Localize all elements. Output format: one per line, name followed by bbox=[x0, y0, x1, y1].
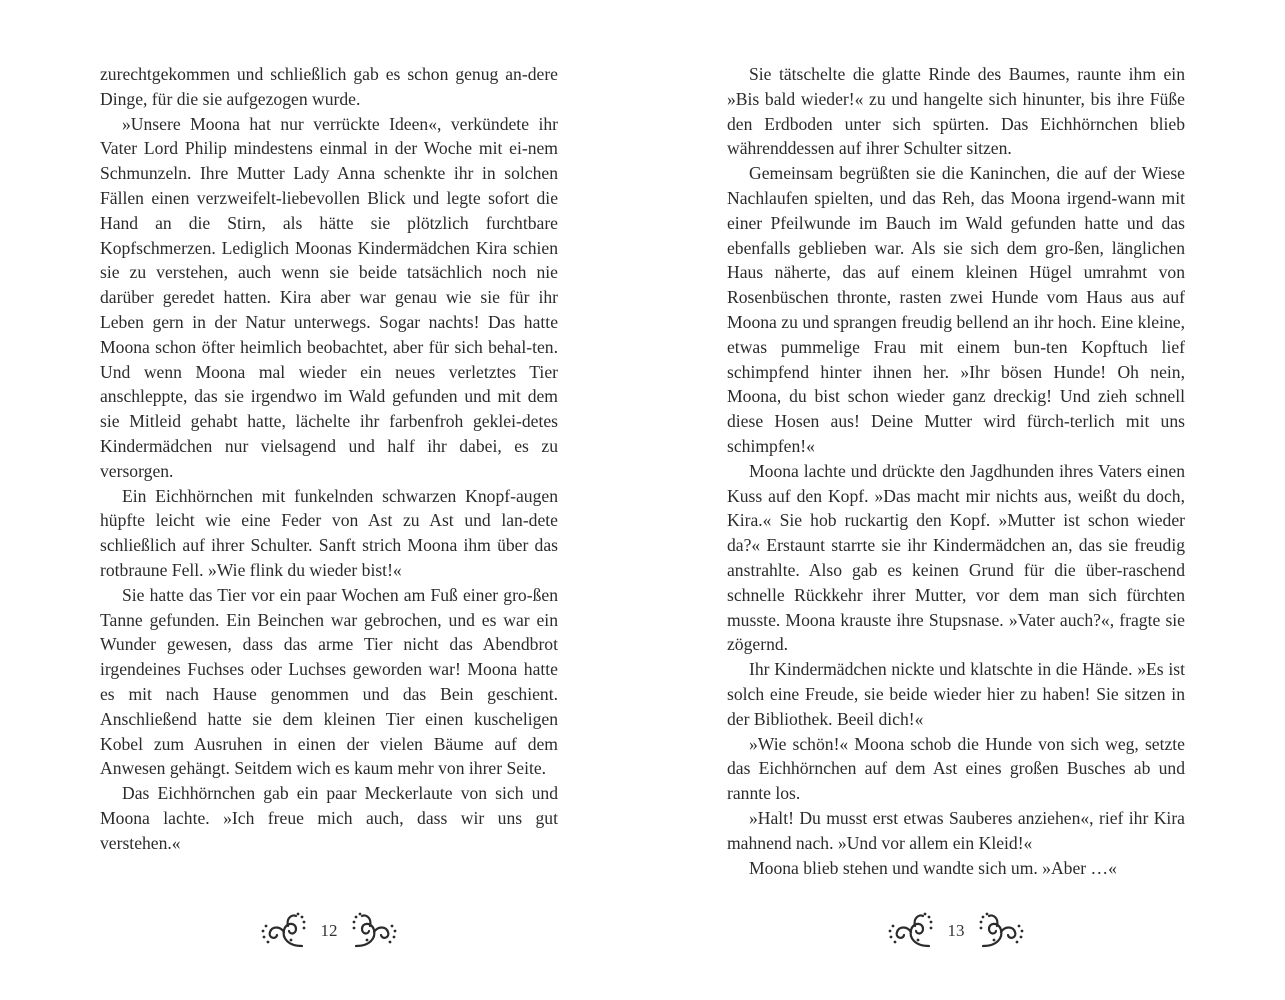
left-page-text bbox=[100, 62, 558, 856]
paragraph: Gemeinsam begrüßten sie die Kaninchen, die auf der Wiese Nachlaufen spielten, und das Reh, das Moona irgend-wann mit einer Pfeilwunde im Bauch im Wald gefunden hatte und das ebenfalls geblieben war. Als sie sich dem gro-ßen, länglichen Haus näherte, das auf einem kleinen Hügel umrahmt von Rosenbüschen thronte, rasten zwei Hunde vom Haus aus auf Moona zu und sprangen freudig bellend an ihr hoch. Eine kleine, etwas pummelige Frau mit einem bun-ten Kopftuch lief schimpfend hinter ihnen her. »Ihr bösen Hunde! Oh nein, Moona, du bist schon wieder ganz dreckig! Und zieh schnell diese Hosen aus! Deine Mutter wird fürch-terlich mit uns schimpfen!« bbox=[727, 163, 1185, 456]
paragraph: Ihr Kindermädchen nickte und klatschte in die Hände. »Es ist solch eine Freude, sie beide wieder hier zu haben! Sie sitzen in der Bibliothek. Beeil dich!« bbox=[727, 659, 1185, 729]
paragraph: Moona blieb stehen und wandte sich um. »Aber …« bbox=[749, 857, 1117, 878]
left-page bbox=[100, 62, 558, 856]
paragraph: Sie tätschelte die glatte Rinde des Baumes, raunte ihm ein »Bis bald wieder!« zu und hangelte sich hinunter, bis ihre Füße den Erdboden unter sich spürten. Das Eichhörnchen blieb währenddessen auf ihrer Schulter sitzen. bbox=[727, 64, 1185, 159]
swirl-flourish-icon bbox=[975, 910, 1027, 952]
paragraph: »Unsere Moona hat nur verrückte Ideen«, verkündete ihr Vater Lord Philip mindestens einmal in der Woche mit ei-nem Schmunzeln. Ihre Mutter Lady Anna schenkte ihr in solchen Fällen einen verzweifelt-liebevollen Blick und legte sofort die Hand an die Stirn, als hätte sie plötzlich furchtbare Kopfschmerzen. Lediglich Moonas Kindermädchen Kira schien sie zu verstehen, auch wenn sie beide tatsächlich noch nie darüber geredet hatten. Kira aber war genau wie sie für ihr Leben gern in der Natur unterwegs. Sogar nachts! Das hatte Moona schon öfter heimlich beobachtet, aber für sich behal-ten. Und wenn Moona mal wieder ein neues verletztes Tier anschleppte, das sie irgendwo im Wald gefunden und mit dem sie Mitleid gehabt hatte, lächelte ihr farbenfroh geklei-detes Kindermädchen nur vielsagend und half ihr dabei, es zu versorgen. bbox=[100, 113, 558, 481]
right-page-text bbox=[727, 62, 1185, 880]
paragraph: zurechtgekommen und schließlich gab es schon genug an-dere Dinge, für die sie aufgezogen wurde. bbox=[100, 64, 558, 109]
page-number-footer-right bbox=[886, 908, 1026, 954]
paragraph: Das Eichhörnchen gab ein paar Meckerlaute von sich und Moona lachte. »Ich freue mich auch, dass wir uns gut verstehen.« bbox=[100, 783, 558, 853]
paragraph: »Wie schön!« Moona schob die Hunde von sich weg, setzte das Eichhörnchen auf dem Ast eines großen Busches ab und rannte los. bbox=[727, 733, 1185, 804]
paragraph: »Halt! Du musst erst etwas Sauberes anziehen«, rief ihr Kira mahnend nach. »Und vor allem ein Kleid!« bbox=[727, 807, 1185, 853]
paragraph: Moona lachte und drückte den Jagdhunden ihres Vaters einen Kuss auf den Kopf. »Das macht mir nichts aus, weißt du doch, Kira.« Sie hob ruckartig den Kopf. »Mutter ist schon wieder da?« Erstaunt starrte sie ihr Kindermädchen an, das sie freudig anstrahlte. Also gab es keinen Grund für die über-raschend schnelle Rückkehr ihrer Mutter, vor dem man sich fürchten musste. Moona krauste ihre Stupsnase. »Vater auch?«, fragte sie zögernd. bbox=[727, 460, 1185, 655]
swirl-flourish-icon bbox=[348, 910, 400, 952]
swirl-flourish-icon bbox=[885, 910, 937, 952]
paragraph: Sie hatte das Tier vor ein paar Wochen am Fuß einer gro-ßen Tanne gefunden. Ein Beinchen war gebrochen, und es war ein Wunder gewesen, dass das arme Tier nicht das Abendbrot irgendeines Fuchses oder Luchses geworden war! Moona hatte es mit nach Hause genommen und das Bein geschient. Anschließend hatte sie dem kleinen Tier einen kuscheligen Kobel zum Ausruhen in einen der vielen Bäume auf dem Anwesen gehängt. Seitdem wich es kaum mehr von ihrer Seite. bbox=[100, 584, 558, 779]
paragraph: Ein Eichhörnchen mit funkelnden schwarzen Knopf-augen hüpfte leicht wie eine Feder von Ast zu Ast und lan-dete schließlich auf ihrer Schulter. Sanft strich Moona ihm über das rotbraune Fell. »Wie flink du wieder bist!« bbox=[100, 485, 558, 580]
right-page bbox=[727, 62, 1185, 880]
page-number: 12 bbox=[320, 921, 338, 940]
swirl-flourish-icon bbox=[258, 910, 310, 952]
page-number: 13 bbox=[947, 921, 965, 940]
page-number-footer-left bbox=[259, 908, 399, 954]
